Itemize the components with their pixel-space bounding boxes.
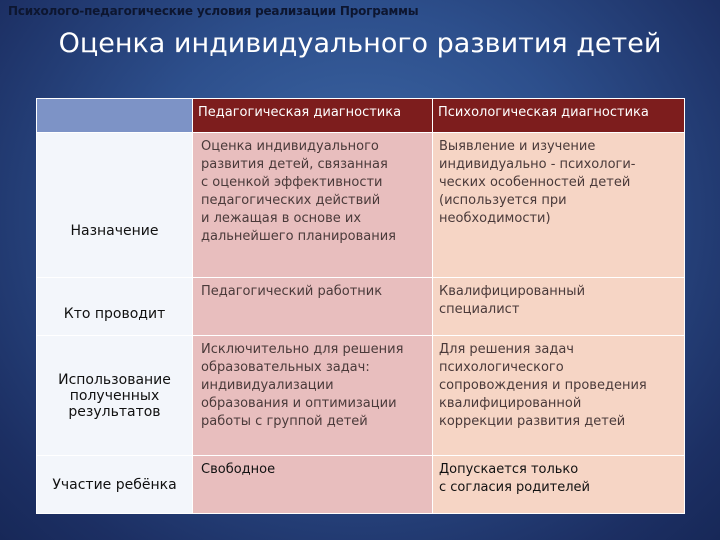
cell-text: Исключительно для решения образовательных задач: индивидуализации образования и оптимизации работы с группой детей (201, 342, 404, 429)
row-label-text: Кто проводит (63, 305, 166, 322)
row-label-text: Участие ребёнка (52, 476, 177, 493)
cell-psychological-purpose (433, 133, 685, 278)
header-cell-pedagogical: Педагогическая диагностика (193, 99, 433, 133)
cell-text: Свободное (201, 462, 276, 477)
cell-psychological-participation (433, 456, 685, 514)
cell-psychological-who (433, 278, 685, 336)
header-cell-psychological: Психологическая диагностика (433, 99, 685, 133)
cell-text: Оценка индивидуального развития детей, связанная с оценкой эффективности педагогических действий и лежащая в основе их дальнейшего планирования (201, 139, 397, 244)
cell-psychological-usage (433, 336, 685, 456)
comparison-table (36, 98, 685, 514)
cell-text: Квалифицированный специалист (439, 284, 586, 317)
header-caption: Психолого-педагогические условия реализации Программы (8, 4, 419, 18)
cell-text: Допускается только с согласия родителей (439, 462, 591, 495)
row-label-text: Использование полученных результатов (58, 371, 171, 420)
cell-text: Для решения задач психологического сопровождения и проведения квалифицированной коррекции развития детей (439, 342, 647, 429)
row-label-purpose (37, 133, 193, 278)
row-label-usage (37, 336, 193, 456)
cell-pedagogical-purpose (193, 133, 433, 278)
row-label-who (37, 278, 193, 336)
header-cell-empty (37, 99, 193, 133)
cell-pedagogical-usage (193, 336, 433, 456)
table-row (37, 336, 685, 456)
table-row (37, 133, 685, 278)
slide-title: Оценка индивидуального развития детей (58, 28, 662, 59)
cell-text: Педагогический работник (201, 284, 383, 299)
table-row (37, 456, 685, 514)
row-label-text: Назначение (70, 223, 159, 239)
table-row (37, 278, 685, 336)
cell-text: Выявление и изучение индивидуально - психологи- ческих особенностей детей (используется при необходимости) (439, 139, 636, 226)
cell-pedagogical-participation (193, 456, 433, 514)
row-label-participation (37, 456, 193, 514)
table-header-row (37, 99, 685, 133)
cell-pedagogical-who (193, 278, 433, 336)
